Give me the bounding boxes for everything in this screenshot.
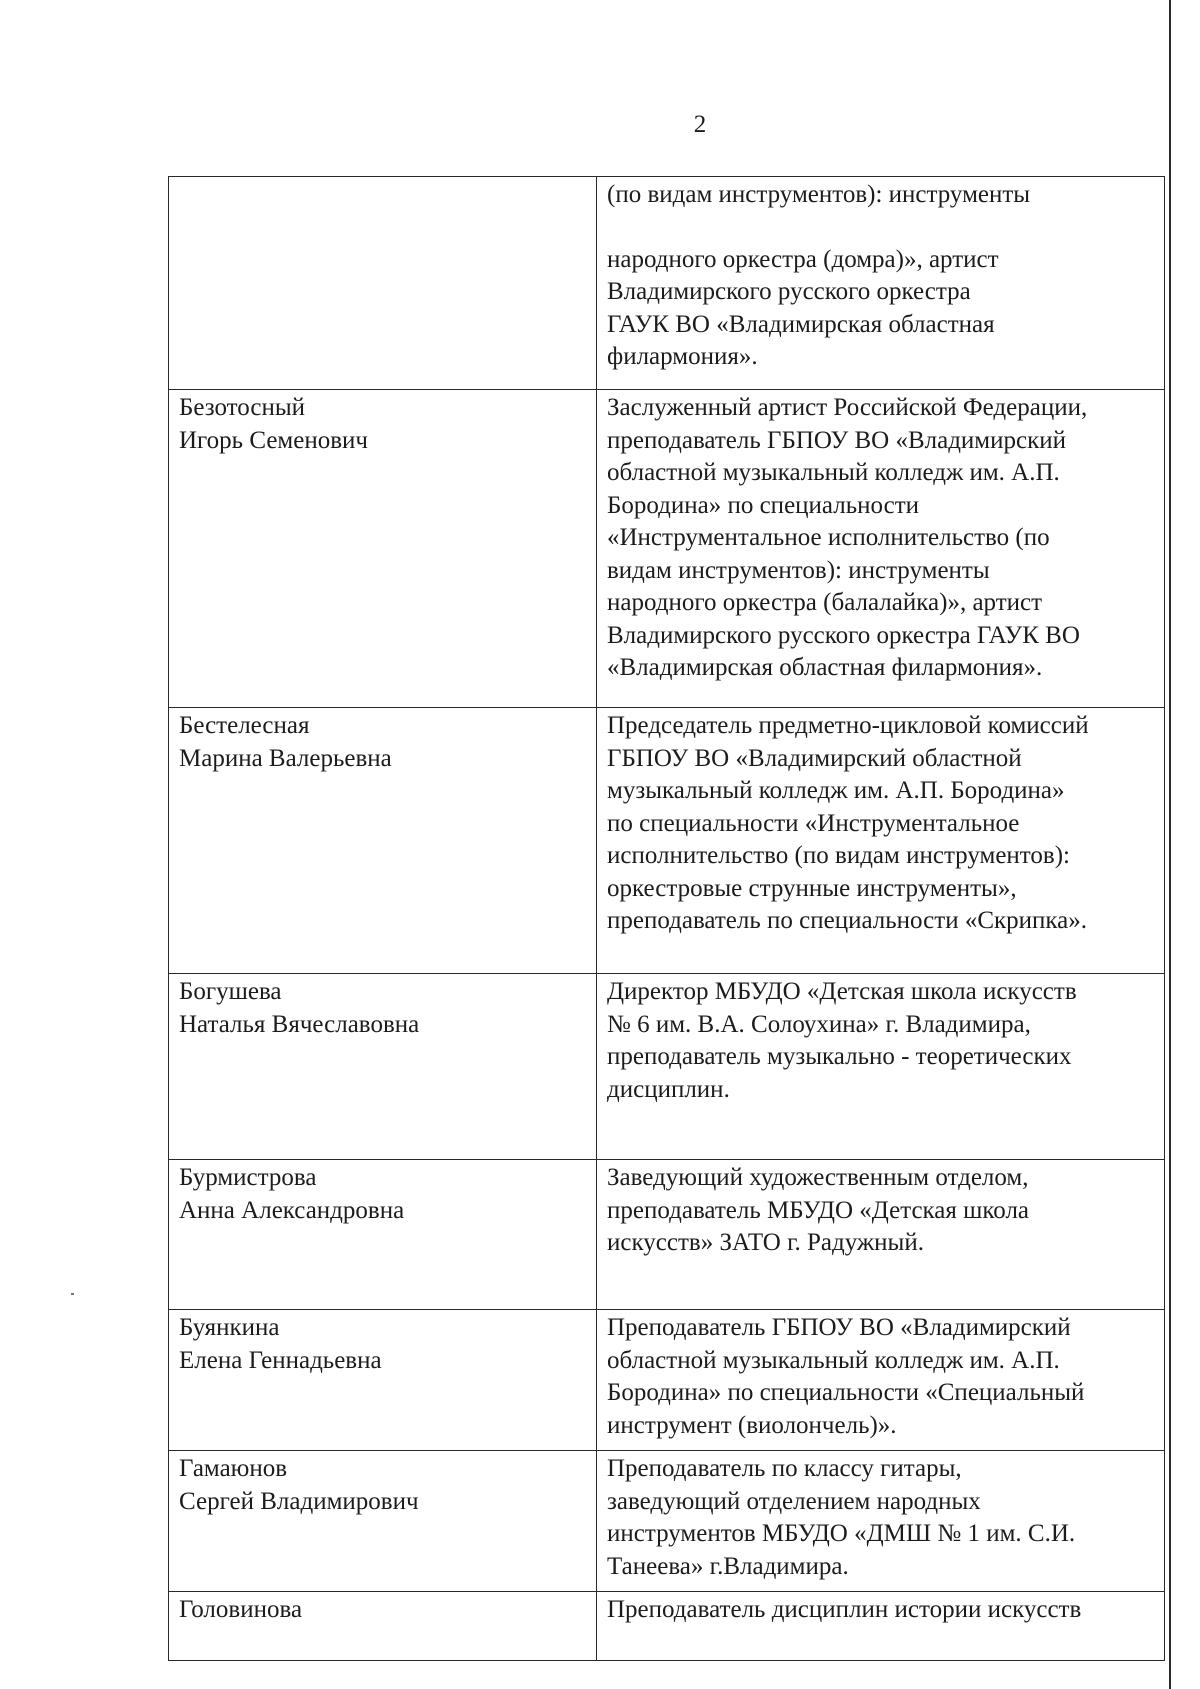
member-position-cell	[597, 708, 1165, 974]
position-text-line: ГБПОУ ВО «Владимирский областной	[607, 744, 1022, 772]
position-text-line: Владимирского русского оркестра	[607, 278, 971, 305]
member-position-cell	[597, 390, 1165, 708]
member-position-cell	[597, 1451, 1165, 1592]
page-edge-line	[1169, 0, 1171, 1689]
position-text-line: Заведующий художественным отделом,	[607, 1164, 1029, 1191]
position-text-line: Владимирского русского оркестра ГАУК ВО	[607, 621, 1080, 649]
position-text-line: Преподаватель по классу гитары,	[607, 1455, 962, 1482]
position-text-line: «Владимирская областная филармония».	[607, 654, 1043, 681]
table-row	[169, 708, 1165, 974]
position-text-line: исполнительство (по видам инструментов):	[607, 842, 1070, 869]
position-text-line: преподаватель ГБПОУ ВО «Владимирский	[607, 426, 1067, 454]
table-row	[169, 974, 1165, 1160]
table-row	[169, 390, 1165, 708]
position-text-line: преподаватель музыкально - теоретических	[607, 1043, 1072, 1070]
member-given-names: Елена Геннадьевна	[179, 1346, 382, 1374]
table-row	[169, 177, 1165, 390]
member-position-cell	[597, 1310, 1165, 1451]
member-surname: Буянкина	[179, 1314, 280, 1341]
page-number: 2	[693, 111, 707, 138]
scan-speck	[71, 1293, 74, 1295]
position-text-line: филармония».	[607, 343, 758, 370]
member-name-cell	[169, 974, 597, 1160]
table-row	[169, 1310, 1165, 1451]
member-given-names: Игорь Семенович	[179, 426, 368, 454]
position-text-line: Председатель предметно-цикловой комиссий	[607, 712, 1089, 739]
member-surname: Безотосный	[179, 394, 306, 421]
position-text-line: Заслуженный артист Российской Федерации,	[607, 394, 1088, 421]
position-text-line: инструментов МБУДО «ДМШ № 1 им. С.И.	[607, 1520, 1076, 1547]
position-text-line: народного оркестра (балалайка)», артист	[607, 589, 1043, 616]
position-text-line: Преподаватель ГБПОУ ВО «Владимирский	[607, 1314, 1071, 1341]
position-text-line: преподаватель МБУДО «Детская школа	[607, 1196, 1030, 1224]
commission-members-table	[168, 176, 1165, 1661]
position-text-line: Танеева» г.Владимира.	[607, 1552, 849, 1580]
member-name-cell	[169, 1451, 597, 1592]
member-given-names: Сергей Владимирович	[179, 1487, 419, 1515]
position-text-line: № 6 им. В.А. Солоухина» г. Владимира,	[607, 1010, 1031, 1038]
position-text-line: инструмент (виолончель)».	[607, 1411, 897, 1439]
member-surname: Бестелесная	[179, 712, 310, 739]
member-surname: Гамаюнов	[179, 1455, 288, 1482]
member-name-cell	[169, 1592, 597, 1661]
position-text-line: музыкальный колледж им. А.П. Бородина»	[607, 777, 1065, 804]
position-text-line: Директор МБУДО «Детская школа искусств	[607, 978, 1077, 1005]
member-position-cell	[597, 1160, 1165, 1310]
position-text-line: преподаватель по специальности «Скрипка».	[607, 907, 1088, 934]
position-text-line: Преподаватель дисциплин истории искусств	[607, 1596, 1082, 1623]
member-surname: Богушева	[179, 978, 282, 1005]
member-given-names: Наталья Вячеславовна	[179, 1010, 420, 1038]
member-name-cell	[169, 177, 597, 390]
member-name-cell	[169, 1310, 597, 1451]
member-surname: Бурмистрова	[179, 1164, 317, 1191]
member-position-cell	[597, 974, 1165, 1160]
position-text-line: ГАУК ВО «Владимирская областная	[607, 310, 995, 338]
member-position-cell	[597, 1592, 1165, 1661]
position-text-line: (по видам инструментов): инструменты	[607, 181, 1031, 208]
table-row	[169, 1160, 1165, 1310]
position-text-line: искусств» ЗАТО г. Радужный.	[607, 1229, 924, 1256]
table-row	[169, 1451, 1165, 1592]
table-row	[169, 1592, 1165, 1661]
member-name-cell	[169, 390, 597, 708]
position-text-line: народного оркестра (домра)», артист	[607, 245, 999, 273]
member-surname: Головинова	[179, 1596, 303, 1623]
member-given-names: Анна Александровна	[179, 1196, 405, 1224]
member-name-cell	[169, 1160, 597, 1310]
member-name-cell	[169, 708, 597, 974]
position-text-line: Бородина» по специальности	[607, 491, 920, 519]
line-gap	[607, 212, 1156, 244]
position-text-line: областной музыкальный колледж им. А.П.	[607, 1346, 1060, 1374]
position-text-line: Бородина» по специальности «Специальный	[607, 1379, 1085, 1406]
position-text-line: дисциплин.	[607, 1075, 730, 1103]
member-position-cell	[597, 177, 1165, 390]
member-given-names: Марина Валерьевна	[179, 744, 392, 772]
position-text-line: заведующий отделением народных	[607, 1487, 981, 1515]
position-text-line: областной музыкальный колледж им. А.П.	[607, 459, 1060, 486]
position-text-line: «Инструментальное исполнительство (по	[607, 524, 1050, 551]
position-text-line: видам инструментов): инструменты	[607, 556, 990, 584]
position-text-line: оркестровые струнные инструменты»,	[607, 874, 1017, 902]
position-text-line: по специальности «Инструментальное	[607, 809, 1020, 837]
